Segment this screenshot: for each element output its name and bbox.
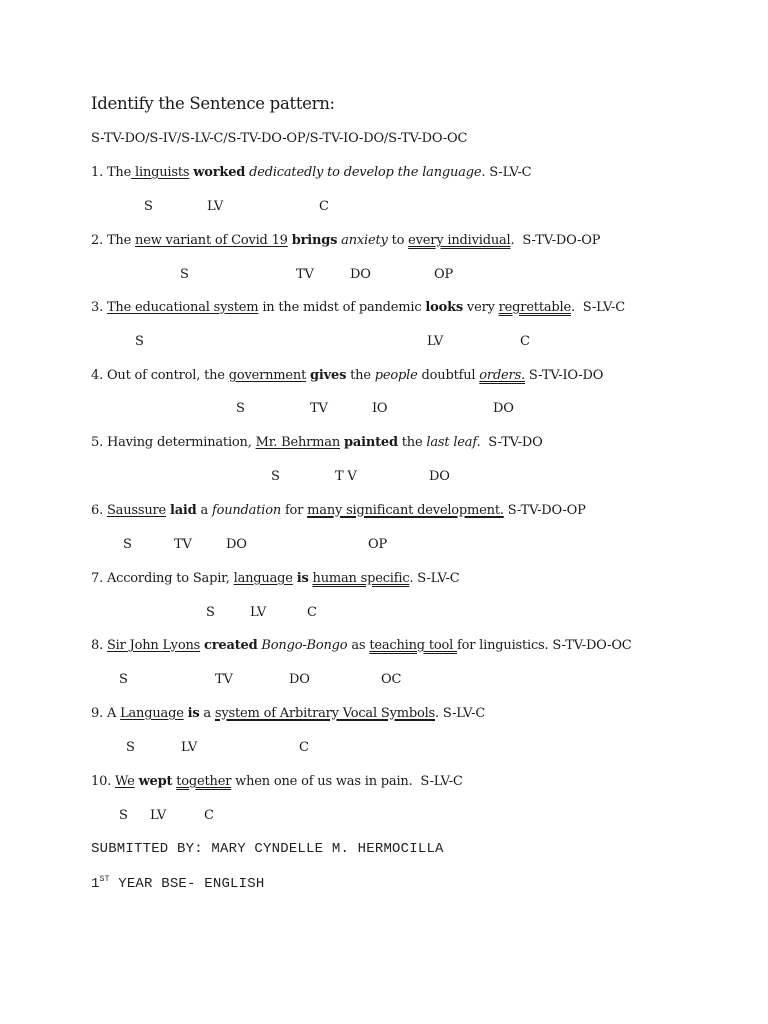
label-s: S [180, 267, 189, 282]
verb-text: is [187, 706, 200, 721]
text-segment: doubtful [417, 368, 480, 383]
item-number: 1. [91, 165, 104, 180]
verb-text: gives [310, 368, 347, 383]
sentence-item-3 [91, 300, 625, 315]
text-segment: as [347, 638, 370, 653]
item-number: 3. [91, 300, 104, 315]
item-number: 7. [91, 571, 104, 586]
label-s: S [135, 334, 144, 349]
label-do: DO [289, 672, 310, 687]
year-course-text: YEAR BSE- ENGLISH [109, 876, 265, 892]
verb-text: laid [169, 503, 197, 518]
sentence-item-8 [91, 638, 632, 653]
patterns-legend: S-TV-DO/S-IV/S-LV-C/S-TV-DO-OP/S-TV-IO-DO/S-TV-DO-OC [91, 131, 468, 146]
text-segment: for [281, 503, 308, 518]
label-tv: TV [215, 672, 233, 687]
subject-text: language [233, 571, 293, 586]
text-segment: According to Sapir, [106, 571, 234, 586]
subject-text: We [115, 774, 135, 789]
label-lv: LV [427, 334, 444, 349]
label-tv: T V [335, 469, 357, 484]
item-number: 6. [91, 503, 104, 518]
year-ordinal-suffix: ST [99, 875, 110, 884]
label-c: C [307, 605, 317, 620]
item-number: 2. [91, 233, 104, 248]
label-lv: LV [207, 199, 224, 214]
label-io: IO [372, 401, 388, 416]
direct-object-text: last leaf. [426, 435, 481, 450]
label-lv: LV [181, 740, 198, 755]
subject-text: linguists [131, 165, 190, 180]
verb-text: worked [193, 165, 246, 180]
item-number: 8. [91, 638, 104, 653]
label-do: DO [226, 537, 247, 552]
verb-text: wept [138, 774, 173, 789]
year-course [91, 875, 264, 892]
verb-text: painted [343, 435, 398, 450]
pattern-answer: S-TV-DO [480, 435, 543, 450]
pattern-answer: . S-TV-DO-OP [510, 233, 601, 248]
text-segment: the [346, 368, 375, 383]
direct-object-text: orders. [479, 368, 525, 383]
pattern-answer: S-TV-IO-DO [524, 368, 604, 383]
label-oc: OC [381, 672, 402, 687]
complement-text: human specific [312, 571, 410, 586]
label-lv: LV [150, 808, 167, 823]
direct-object-text: anxiety [341, 233, 388, 248]
complement-text: system of Arbitrary Vocal Symbols [214, 706, 436, 721]
pattern-answer: . S-LV-C [481, 165, 532, 180]
label-lv: LV [250, 605, 267, 620]
object-complement-text: teaching tool [369, 638, 457, 653]
sentence-item-6 [91, 503, 586, 518]
label-do: DO [493, 401, 514, 416]
text-segment: to [387, 233, 409, 248]
sentence-item-4 [91, 368, 603, 383]
label-tv: TV [296, 267, 314, 282]
text-segment: in the midst of pandemic [258, 300, 426, 315]
object-of-preposition-text: many significant development. [307, 503, 504, 518]
object-of-preposition-text: every individual [408, 233, 511, 248]
complement-text: dedicatedly to develop the language [249, 165, 482, 180]
sentence-item-5 [91, 435, 543, 450]
year-number: 1 [91, 876, 100, 892]
text-segment: Having determination, [106, 435, 256, 450]
complement-text: regrettable [498, 300, 571, 315]
page-title: Identify the Sentence pattern: [91, 94, 335, 113]
sentence-item-10 [91, 774, 463, 789]
item-number: 4. [91, 368, 104, 383]
text-segment: a [199, 706, 215, 721]
subject-text: Sir John Lyons [106, 638, 201, 653]
label-do: DO [350, 267, 371, 282]
subject-text: Saussure [106, 503, 167, 518]
pattern-answer: when one of us was in pain. S-LV-C [231, 774, 463, 789]
label-s: S [271, 469, 280, 484]
subject-text: government [228, 368, 307, 383]
pattern-answer: for linguistics. S-TV-DO-OC [457, 638, 632, 653]
text-segment: The [106, 233, 136, 248]
label-tv: TV [310, 401, 328, 416]
subject-text: Language [120, 706, 184, 721]
verb-text: brings [291, 233, 338, 248]
complement-text: together [176, 774, 232, 789]
pattern-answer: . S-LV-C [570, 300, 625, 315]
verb-text: is [296, 571, 309, 586]
label-s: S [206, 605, 215, 620]
label-c: C [520, 334, 530, 349]
text-segment: a [196, 503, 212, 518]
pattern-answer: . S-LV-C [409, 571, 460, 586]
subject-text: Mr. Behrman [255, 435, 341, 450]
label-s: S [123, 537, 132, 552]
text-segment: Out of control, the [106, 368, 229, 383]
subject-text: The educational system [106, 300, 259, 315]
label-op: OP [434, 267, 454, 282]
text-segment: The [106, 165, 132, 180]
item-number: 5. [91, 435, 104, 450]
indirect-object-text: people [374, 368, 418, 383]
text-segment: A [106, 706, 121, 721]
sentence-item-7 [91, 571, 460, 586]
direct-object-text: Bongo-Bongo [261, 638, 348, 653]
pattern-answer: S-TV-DO-OP [503, 503, 586, 518]
label-c: C [204, 808, 214, 823]
label-s: S [236, 401, 245, 416]
label-tv: TV [174, 537, 192, 552]
label-s: S [126, 740, 135, 755]
sentence-item-1 [91, 165, 531, 180]
label-c: C [299, 740, 309, 755]
label-s: S [119, 672, 128, 687]
item-number: 10. [91, 774, 112, 789]
text-segment: the [397, 435, 427, 450]
text-segment: very [463, 300, 499, 315]
label-do: DO [429, 469, 450, 484]
label-s: S [119, 808, 128, 823]
label-c: C [319, 199, 329, 214]
item-number: 9. [91, 706, 104, 721]
label-s: S [144, 199, 153, 214]
subject-text: new variant of Covid 19 [135, 233, 288, 248]
direct-object-text: foundation [211, 503, 282, 518]
verb-text: looks [425, 300, 463, 315]
submitted-by: SUBMITTED BY: MARY CYNDELLE M. HERMOCILLA [91, 841, 444, 857]
sentence-item-2 [91, 233, 600, 248]
verb-text: created [204, 638, 258, 653]
pattern-answer: . S-LV-C [435, 706, 486, 721]
label-op: OP [368, 537, 388, 552]
sentence-item-9 [91, 706, 485, 721]
